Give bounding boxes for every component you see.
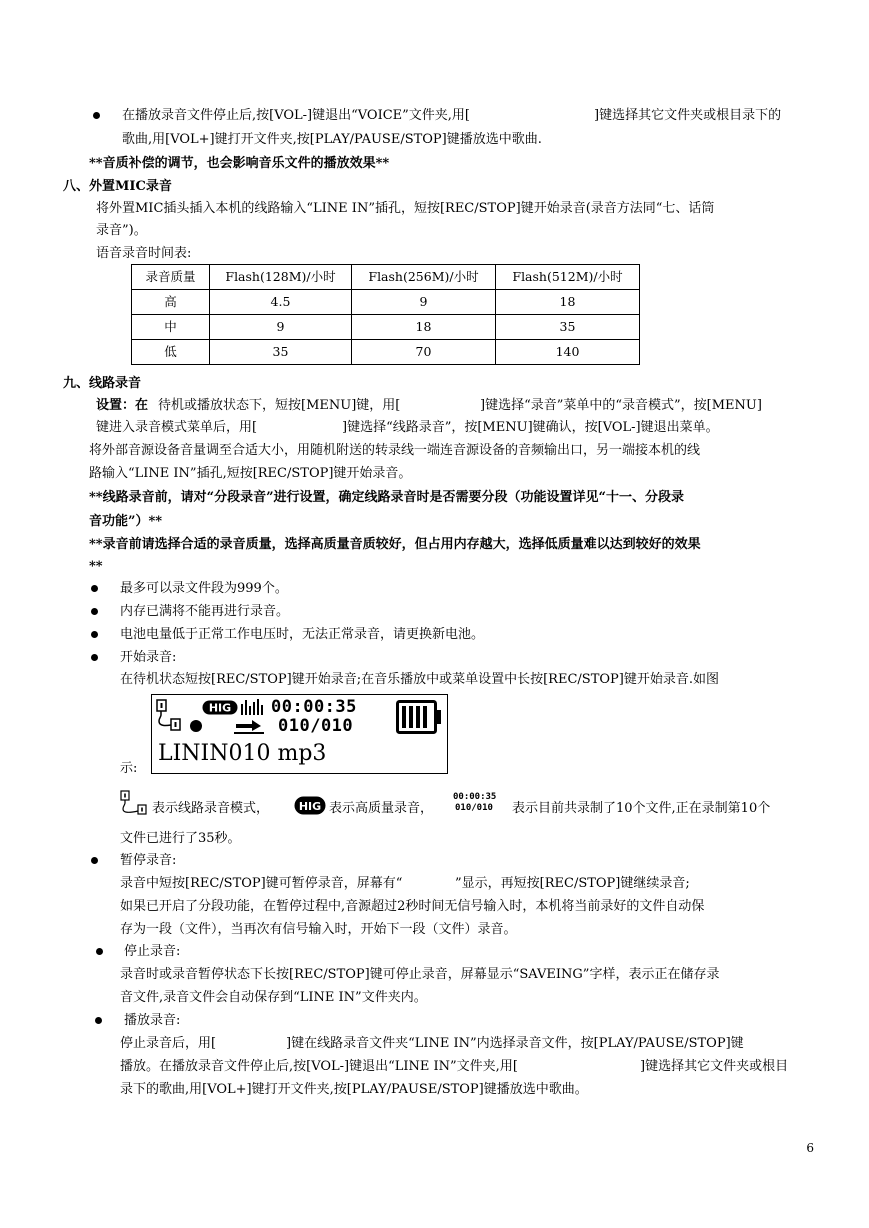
- table-header-row: [132, 265, 640, 290]
- body-text: 路输入“LINE IN”插孔,短按[REC/STOP]键开始录音。: [89, 466, 412, 481]
- body-text: 录音时或录音暂停状态下长按[REC/STOP]键可停止录音，屏幕显示“SAVEING”字样，表示正在储存录: [120, 967, 720, 982]
- body-text: ”显示，再短按[REC/STOP]键继续录音;: [455, 876, 690, 891]
- table-row: [132, 290, 640, 315]
- bullet-icon: [91, 631, 98, 638]
- table-header-cell: 录音质量: [132, 265, 210, 290]
- high-quality-badge-text: HIG: [208, 701, 232, 715]
- list-item: 播放录音:: [124, 1013, 181, 1028]
- body-text: 表示线路录音模式，: [152, 801, 270, 816]
- body-text: 待机或播放状态下，短按[MENU]键，用[: [158, 398, 401, 413]
- table-header-cell: Flash(512M)/小时: [496, 265, 640, 290]
- table-cell: 低: [132, 340, 210, 365]
- section-heading: 九、线路录音: [63, 376, 142, 391]
- recording-dot-icon: [189, 719, 203, 733]
- lcd-screen-illustration: [151, 694, 448, 774]
- table-cell: 高: [132, 290, 210, 315]
- body-text: 在待机状态短按[REC/STOP]键开始录音;在音乐播放中或菜单设置中长按[REC/STOP]键开始录音.如图: [120, 672, 719, 687]
- body-text: 示:: [120, 761, 138, 776]
- note-text: **: [89, 559, 103, 574]
- line-in-mode-icon: [156, 699, 184, 733]
- line-in-mode-icon: [120, 790, 149, 818]
- table-row: [132, 315, 640, 340]
- arrow-right-icon: [234, 719, 264, 734]
- file-count: 010/010: [278, 716, 354, 736]
- body-text: 录音中短按[REC/STOP]键可暂停录音，屏幕有“: [120, 876, 403, 891]
- page-number: 6: [806, 1141, 814, 1155]
- table-cell: 9: [210, 315, 352, 340]
- body-text: ]键在线路录音文件夹“LINE IN”内选择录音文件，按[PLAY/PAUSE/STOP]键: [286, 1036, 744, 1051]
- legend-count: 010/010: [455, 803, 493, 813]
- body-text: 录下的歌曲,用[VOL+]键打开文件夹,按[PLAY/PAUSE/STOP]键播放选中歌曲。: [120, 1082, 588, 1097]
- bullet-icon: [91, 654, 98, 661]
- table-header-cell: Flash(256M)/小时: [352, 265, 496, 290]
- body-text: ]键选择“线路录音”，按[MENU]键确认，按[VOL-]键退出菜单。: [342, 420, 719, 435]
- body-text: 将外置MIC插头插入本机的线路输入“LINE IN”插孔，短按[REC/STOP]键开始录音(录音方法同“七、话筒: [96, 201, 715, 216]
- body-text: 停止录音后，用[: [120, 1036, 217, 1051]
- body-text: ]键选择“录音”菜单中的“录音模式”，按[MENU]: [480, 398, 762, 413]
- section-heading: 八、外置MIC录音: [63, 179, 172, 194]
- bullet-icon: [96, 948, 103, 955]
- body-text: 在播放录音文件停止后,按[VOL-]键退出“VOICE”文件夹,用[: [122, 108, 471, 123]
- recording-filename: LININ010 mp3: [158, 741, 327, 766]
- table-cell: 35: [210, 340, 352, 365]
- bullet-icon: [91, 608, 98, 615]
- body-text: 录音”)。: [96, 223, 147, 238]
- body-text: 存为一段（文件），当再次有信号输入时，开始下一段（文件）录音。: [120, 922, 517, 937]
- high-quality-badge-text: HIG: [298, 800, 322, 813]
- list-item: 开始录音:: [120, 650, 177, 665]
- level-meter-icon: [240, 698, 266, 716]
- bullet-icon: [93, 112, 100, 119]
- body-text: 将外部音源设备音量调至合适大小，用随机附送的转录线一端连音源设备的音频输出口，另一端接本机的线: [89, 443, 701, 458]
- body-text: 歌曲,用[VOL+]键打开文件夹,按[PLAY/PAUSE/STOP]键播放选中歌曲.: [122, 132, 542, 147]
- note-text: **音质补偿的调节，也会影响音乐文件的播放效果**: [89, 156, 390, 171]
- body-text: 如果已开启了分段功能，在暂停过程中,音源超过2秒时间无信号输入时，本机将当前录好的文件自动保: [120, 899, 705, 914]
- table-header-cell: Flash(128M)/小时: [210, 265, 352, 290]
- legend-time: 00:00:35: [453, 792, 497, 802]
- list-item: 电池电量低于正常工作电压时，无法正常录音，请更换新电池。: [120, 627, 485, 642]
- body-text: 表示高质量录音，: [329, 801, 434, 816]
- note-text: **录音前请选择合适的录音质量，选择高质量音质较好，但占用内存越大，选择低质量难以达到较好的效果: [89, 537, 701, 552]
- setup-label: 设置：在: [96, 398, 149, 413]
- body-text: 表示目前共录制了10个文件,正在录制第10个: [512, 801, 771, 816]
- table-cell: 中: [132, 315, 210, 340]
- body-text: ]键选择其它文件夹或根目录下的: [594, 108, 782, 123]
- table-cell: 9: [352, 290, 496, 315]
- body-text: 音文件,录音文件会自动保存到“LINE IN”文件夹内。: [120, 990, 427, 1005]
- high-quality-badge-icon: [202, 700, 238, 715]
- bullet-icon: [91, 857, 98, 864]
- list-item: 最多可以录文件段为999个。: [120, 581, 288, 596]
- table-cell: 18: [496, 290, 640, 315]
- recording-time: 00:00:35: [271, 697, 357, 717]
- table-cell: 35: [496, 315, 640, 340]
- list-item: 停止录音:: [124, 944, 181, 959]
- high-quality-badge-icon: [294, 796, 326, 815]
- note-text: 音功能”）**: [89, 514, 163, 529]
- list-item: 暂停录音:: [120, 853, 177, 868]
- table-cell: 4.5: [210, 290, 352, 315]
- table-row: [132, 340, 640, 365]
- table-cell: 70: [352, 340, 496, 365]
- note-text: **线路录音前，请对“分段录音”进行设置，确定线路录音时是否需要分段（功能设置详见“十一、分段录: [89, 490, 685, 505]
- body-text: ]键选择其它文件夹或根目: [640, 1059, 789, 1074]
- bullet-icon: [95, 1017, 102, 1024]
- recording-time-table: [131, 264, 640, 365]
- table-caption: 语音录音时间表:: [96, 246, 192, 261]
- body-text: 键进入录音模式菜单后，用[: [96, 420, 258, 435]
- body-text: 文件已进行了35秒。: [120, 831, 241, 846]
- table-cell: 18: [352, 315, 496, 340]
- list-item: 内存已满将不能再进行录音。: [120, 604, 290, 619]
- battery-icon: [396, 700, 442, 734]
- body-text: 播放。在播放录音文件停止后,按[VOL-]键退出“LINE IN”文件夹,用[: [120, 1059, 518, 1074]
- table-cell: 140: [496, 340, 640, 365]
- bullet-icon: [91, 585, 98, 592]
